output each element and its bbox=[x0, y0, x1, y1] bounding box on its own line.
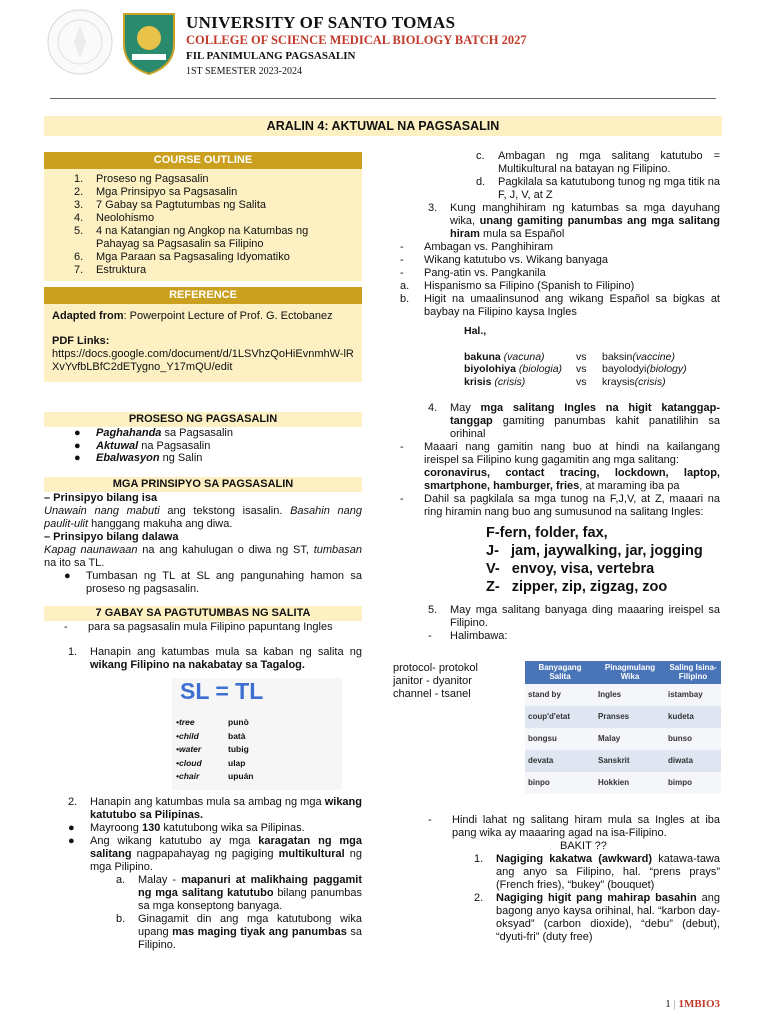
fjvz-item: J- jam, jaywalking, jar, jogging bbox=[486, 542, 703, 559]
table-cell: devata bbox=[525, 750, 595, 772]
outline-item: Mga Prinsipyo sa Pagsasalin bbox=[96, 185, 238, 198]
text-em: (crisis) bbox=[491, 375, 526, 388]
outline-item: 7 Gabay sa Pagtutumbas ng Salita bbox=[96, 198, 266, 211]
table-header: Saling Isina-Filipino bbox=[665, 661, 721, 684]
proseso-rest: sa Pagsasalin bbox=[161, 426, 233, 439]
prinsipyo-2-text bbox=[44, 544, 362, 570]
text: na ito sa TL. bbox=[44, 557, 105, 570]
proseso-em: Aktuwal bbox=[96, 439, 139, 452]
fjvz-item: V- envoy, visa, vertebra bbox=[486, 560, 655, 577]
pdf-link[interactable]: https://docs.google.com/document/d/1LSVhzQoHiEvnmhW-lRXvYvfbLBfC2dETygno_Y17mQU/edit bbox=[52, 347, 354, 373]
text-bold: wikang Filipino na nakabatay sa Tagalog. bbox=[90, 659, 305, 672]
text: Pang-atin vs. Pangkanila bbox=[424, 266, 546, 279]
outline-item: Proseso ng Pagsasalin bbox=[96, 172, 209, 185]
right-column-bottom bbox=[428, 814, 720, 944]
text: nagpapahayag ng pagiging bbox=[131, 847, 279, 860]
text-em: (biologia) bbox=[515, 363, 563, 376]
list-item bbox=[464, 376, 720, 388]
prinsipyo-bullet: Tumbasan ng TL at SL ang pangunahing hamon sa proseso ng pagsasalin. bbox=[86, 570, 362, 596]
list-item: janitor - dyanitor bbox=[393, 675, 472, 687]
proseso-em: Paghahanda bbox=[96, 426, 162, 439]
text: ng mga Pilipino. bbox=[90, 847, 362, 873]
table-header: Pinagmulang Wika bbox=[595, 661, 665, 684]
text: Dahil sa pagkilala sa mga tunog na F,J,V, at Z, maaari na ring hiramin nang buo ang sumusunod na salitang Ingles: bbox=[424, 492, 720, 518]
course-outline-box bbox=[44, 169, 362, 281]
list-item: c. Ambagan ng mga salitang katutubo = Multikultural na batayan ng Filipino. bbox=[476, 150, 720, 175]
text: Ang wikang katutubo ay mga bbox=[90, 834, 259, 847]
text: Pagkilala sa katutubong tunog ng mga titik na F, J, V, at Z bbox=[498, 175, 720, 201]
prinsipyo-1-text bbox=[44, 505, 362, 531]
list-item: 4. May mga salitang Ingles na higit katanggap-tanggap gamiting panumbas kahit panatilihin sa orihinal bbox=[428, 402, 720, 441]
text: vs bbox=[576, 375, 587, 388]
text-em: (vaccine) bbox=[632, 350, 675, 363]
text-em: •water bbox=[176, 744, 202, 755]
text: bayolodyi bbox=[602, 363, 647, 376]
table-cell: istambay bbox=[665, 684, 721, 706]
gabay-heading bbox=[44, 606, 362, 621]
table-cell: binpo bbox=[525, 772, 595, 794]
text: Halimbawa: bbox=[450, 629, 508, 642]
text-bold: wikang katutubo sa Pilipinas. bbox=[90, 796, 362, 821]
list-item bbox=[176, 716, 254, 730]
list-item: ● Tumbasan ng TL at SL ang pangunahing hamon sa proseso ng pagsasalin. bbox=[64, 570, 362, 596]
text-em: Kapag naunawaan bbox=[44, 544, 138, 557]
text-em: (vacuna) bbox=[500, 350, 545, 363]
outline-item: Estruktura bbox=[96, 263, 147, 276]
text: kraysis bbox=[602, 375, 635, 388]
text: Hanapin ang katumbas mula sa ambag ng mga bbox=[90, 796, 325, 809]
adapted-from bbox=[52, 310, 354, 323]
text: Mayroong bbox=[90, 821, 142, 834]
proseso-heading bbox=[44, 412, 362, 427]
fjvz-list bbox=[486, 524, 720, 596]
list-item: b. Higit na umaalinsunod ang wikang Español sa bigkas at baybay na Filipino kaysa Ingles bbox=[400, 292, 720, 318]
text-bold: mas maging tiyak ang panumbas bbox=[172, 925, 347, 938]
footer bbox=[665, 998, 720, 1011]
gabay-intro: para sa pagsasalin mula Filipino papuntang Ingles bbox=[88, 621, 333, 634]
list-item: b. Ginagamit din ang mga katutubong wika upang mas maging tiyak ang panumbas sa Filipino. bbox=[116, 912, 362, 951]
table-cell: bunso bbox=[665, 728, 721, 750]
proseso-em: Ebalwasyon bbox=[96, 452, 160, 465]
text: Maaari nang gamitin nang buo at hindi na kailangang ireispel sa Filipino kung gagamitin ang mga salitang: bbox=[424, 441, 720, 466]
college-name: COLLEGE OF SCIENCE MEDICAL BIOLOGY BATCH 2027 bbox=[186, 33, 527, 47]
text-em: •child bbox=[176, 730, 199, 741]
text-bold: coronavirus, contact tracing, lockdown, laptop, smartphone, hamburger, fries bbox=[424, 466, 720, 492]
text-bold: mga salitang Ingles na higit katanggap-tanggap bbox=[450, 402, 720, 428]
prinsipyo-2-title: – Prinsipyo bilang dalawa bbox=[44, 531, 179, 544]
list-item bbox=[176, 730, 254, 744]
page-number: 1 bbox=[665, 998, 671, 1010]
outline-item: Mga Paraan sa Pagsasaling Idyomatiko bbox=[96, 250, 290, 263]
gabay-body bbox=[44, 621, 362, 952]
list-item: 1. Hanapin ang katumbas mula sa kaban ng salita ng wikang Filipino na nakabatay sa Tagalog. bbox=[68, 646, 362, 672]
text-bold: multikultural bbox=[278, 847, 345, 860]
list-item: - Halimbawa: bbox=[428, 629, 508, 642]
table-cell: Hokkien bbox=[595, 772, 665, 794]
prinsipyo-heading bbox=[44, 477, 362, 492]
text: gamiting panumbas kahit panatilihin sa orihinal bbox=[450, 415, 720, 441]
table-cell: Malay bbox=[595, 728, 665, 750]
list-item: - Wikang katutubo vs. Wikang banyaga bbox=[400, 253, 609, 266]
table-cell: Sanskrit bbox=[595, 750, 665, 772]
text-em: •tree bbox=[176, 717, 195, 728]
text-bold: karagatan ng mga salitang bbox=[90, 834, 363, 860]
outline-item: Neolohismo bbox=[96, 211, 155, 224]
text: upuán bbox=[228, 771, 254, 782]
list-item bbox=[176, 770, 254, 784]
list-item: - Hindi lahat ng salitang hiram mula sa Ingles at iba pang wika ay maaaring agad na isa-Filipino. bbox=[428, 814, 720, 839]
list-item: 7. Estruktura bbox=[74, 263, 147, 276]
text: Hindi lahat ng salitang hiram mula sa Ingles at iba pang wika ay maaaring agad na isa-Filipino. bbox=[452, 814, 720, 839]
text: katutubong wika sa Pilipinas. bbox=[160, 821, 305, 834]
text: na ang kahulugan o diwa ng ST, bbox=[137, 544, 314, 557]
text: Wikang katutubo vs. Wikang banyaga bbox=[424, 253, 609, 266]
text: vs bbox=[576, 363, 587, 376]
table-row bbox=[525, 750, 721, 772]
list-item: ● Ebalwasyon ng Salin bbox=[74, 452, 203, 465]
sl-tl-list bbox=[176, 716, 254, 784]
list-item: 4. Neolohismo bbox=[74, 211, 155, 224]
text-bold: Nagiging kakatwa (awkward) bbox=[496, 852, 653, 865]
text-em: •chair bbox=[176, 771, 200, 782]
text: punò bbox=[228, 717, 249, 728]
university-seal bbox=[46, 8, 114, 76]
text-bold: 130 bbox=[141, 821, 161, 834]
left-column bbox=[44, 152, 362, 952]
footer-divider: | bbox=[673, 998, 679, 1010]
text-bold: bakuna bbox=[464, 350, 501, 363]
text-em: Unawain nang mabuti bbox=[44, 505, 160, 518]
proseso-rest: ng Salin bbox=[159, 452, 203, 465]
reference-heading: REFERENCE bbox=[44, 287, 362, 304]
proseso-list bbox=[44, 427, 362, 466]
text: Higit na umaalinsunod ang wikang Español sa bigkas at baybay na Filipino kaysa Ingles bbox=[424, 292, 720, 318]
hal-example bbox=[464, 325, 720, 389]
list-item: 2. Mga Prinsipyo sa Pagsasalin bbox=[74, 185, 238, 198]
text-em: Basahin nang paulit-ulit bbox=[44, 505, 363, 531]
list-item: 6. Mga Paraan sa Pagsasaling Idyomatiko bbox=[74, 250, 290, 263]
table-header-row bbox=[525, 661, 721, 684]
list-item: channel - tsanel bbox=[393, 688, 471, 700]
footer-code: 1MBIO3 bbox=[678, 998, 720, 1010]
table-row bbox=[525, 772, 721, 794]
sl-tl-image bbox=[172, 678, 342, 790]
protocol-examples bbox=[393, 662, 478, 701]
text: sa Filipino. bbox=[138, 925, 362, 951]
text: mula sa Español bbox=[479, 227, 565, 240]
text: ulap bbox=[228, 757, 246, 768]
prinsipyo-heading-text: MGA PRINSIPYO SA PAGSASALIN bbox=[112, 478, 294, 491]
list-item bbox=[176, 757, 254, 771]
table-row bbox=[525, 728, 721, 750]
list-item: 5. 4 na Katangian ng Angkop na Katumbas ng Pahayag sa Pagsasalin sa Filipino bbox=[74, 225, 354, 251]
text-bold: unang gamiting panumbas ang mga salitang hiram bbox=[450, 214, 720, 240]
list-item: 5. May mga salitang banyaga ding maaaring ireispel sa Filipino. bbox=[428, 603, 720, 629]
list-item: ● Mayroong 130 katutubong wika sa Pilipinas. bbox=[68, 821, 305, 834]
table-row bbox=[525, 706, 721, 728]
text: Hanapin ang katumbas mula sa kaban ng salita ng bbox=[90, 646, 362, 659]
list-item: ● Aktuwal na Pagsasalin bbox=[74, 439, 211, 452]
outline-item: 4 na Katangian ng Angkop na Katumbas ng Pahayag sa Pagsasalin sa Filipino bbox=[96, 224, 309, 250]
list-item: 1. Proseso ng Pagsasalin bbox=[74, 172, 209, 185]
adapted-label: Adapted from bbox=[52, 309, 124, 322]
hal-label: Hal., bbox=[464, 324, 487, 337]
table-cell: diwata bbox=[665, 750, 721, 772]
course-name: FIL PANIMULANG PAGSASALIN bbox=[186, 50, 356, 62]
list-item: 2. Nagiging higit pang mahirap basahin ang bagong anyo kaysa orihinal, hal. “karbon day-oksyad” (carbon dioxide), “debu” (debut), “dyuti-fri” (duty free) bbox=[474, 891, 720, 943]
semester: 1ST SEMESTER 2023-2024 bbox=[186, 66, 302, 77]
text: Ginagamit din ang mga katutubong wika upang bbox=[138, 912, 362, 938]
text: katawa-tawa ang anyo sa Filipino, hal. “prens prays” (French fries), “bukey” (bouquet) bbox=[496, 852, 720, 891]
list-item: - para sa pagsasalin mula Filipino papuntang Ingles bbox=[64, 621, 333, 634]
list-item: 1. Nagiging kakatwa (awkward) katawa-tawa ang anyo sa Filipino, hal. “prens prays” (French fries), “bukey” (bouquet) bbox=[474, 852, 720, 891]
text: Ambagan vs. Panghihiram bbox=[424, 240, 554, 253]
text-bold: krisis bbox=[464, 375, 492, 388]
text: ang bagong anyo kaysa orihinal, hal. “karbon day-oksyad” (carbon dioxide), “debu” (debut), “dyuti-fri” (duty free) bbox=[496, 891, 720, 943]
text: hanggang makuha ang diwa. bbox=[88, 518, 233, 531]
prinsipyo-body bbox=[44, 492, 362, 596]
text: tubig bbox=[228, 744, 249, 755]
text: vs bbox=[576, 350, 587, 363]
list-item: - Pang-atin vs. Pangkanila bbox=[400, 266, 546, 279]
lesson-title bbox=[44, 116, 722, 136]
fjvz-item: F-fern, folder, fax, bbox=[486, 524, 608, 541]
adapted-text: : Powerpoint Lecture of Prof. G. Ectobanez bbox=[123, 309, 333, 322]
table-cell: bongsu bbox=[525, 728, 595, 750]
table-cell: Pranses bbox=[595, 706, 665, 728]
text-em: (crisis) bbox=[634, 375, 666, 388]
pdf-label: PDF Links: bbox=[52, 334, 110, 347]
table-cell: Ingles bbox=[595, 684, 665, 706]
list-item: ● Ang wikang katutubo ay mga karagatan ng mga salitang nagpapahayag ng pagiging multikultural ng mga Pilipino. bbox=[68, 834, 363, 873]
fjvz-item: Z- zipper, zip, zigzag, zoo bbox=[486, 578, 668, 595]
list-item: ● Paghahanda sa Pagsasalin bbox=[74, 426, 233, 439]
text-em: •cloud bbox=[176, 757, 202, 768]
text-em: (biology) bbox=[646, 363, 687, 376]
reference-box bbox=[44, 304, 362, 382]
text: baksin bbox=[602, 350, 633, 363]
table-cell: bimpo bbox=[665, 772, 721, 794]
list-item: - Ambagan vs. Panghihiram bbox=[400, 240, 554, 253]
list-item: 3. Kung manghihiram ng katumbas sa mga dayuhang wika, unang gamiting panumbas ang mga salitang hiram mula sa Español bbox=[428, 201, 720, 240]
text-bold: Nagiging higit pang mahirap basahin bbox=[496, 891, 697, 904]
text: batà bbox=[228, 730, 246, 741]
table-row bbox=[525, 684, 721, 706]
university-name: UNIVERSITY OF SANTO TOMAS bbox=[186, 13, 456, 32]
text: , at maraming iba pa bbox=[579, 479, 680, 492]
text: May bbox=[450, 402, 481, 415]
list-item bbox=[464, 351, 720, 363]
text: bilang panumbas sa mga konseptong banyaga. bbox=[138, 886, 363, 912]
text-em: tumbasan bbox=[313, 544, 362, 557]
right-column bbox=[400, 150, 720, 643]
text: Ambagan ng mga salitang katutubo = Multikultural na batayan ng Filipino. bbox=[498, 150, 720, 175]
sl-tl-title: SL = TL bbox=[180, 678, 264, 705]
lesson-title-text: ARALIN 4: AKTUWAL NA PAGSASALIN bbox=[266, 119, 500, 133]
prinsipyo-1-title: – Prinsipyo bilang isa bbox=[44, 492, 158, 505]
gabay-heading-text: 7 GABAY SA PAGTUTUMBAS NG SALITA bbox=[95, 607, 311, 620]
list-item: - Dahil sa pagkilala sa mga tunog na F,J,V, at Z, maaari na ring hiramin nang buo ang sumusunod na salitang Ingles: bbox=[400, 492, 720, 518]
college-logo bbox=[118, 10, 180, 76]
proseso-rest: na Pagsasalin bbox=[138, 439, 211, 452]
table-cell: coup'd'etat bbox=[525, 706, 595, 728]
loanword-table bbox=[525, 661, 721, 794]
table-cell: stand by bbox=[525, 684, 595, 706]
table-header: Banyagang Salita bbox=[525, 661, 595, 684]
text-bold: mapanuri at malikhaing paggamit ng mga salitang katutubo bbox=[138, 873, 362, 899]
text: May mga salitang banyaga ding maaaring ireispel sa Filipino. bbox=[450, 603, 720, 629]
list-item bbox=[176, 743, 254, 757]
text: Hispanismo sa Filipino (Spanish to Filipino) bbox=[424, 279, 635, 292]
course-outline-heading: COURSE OUTLINE bbox=[44, 152, 362, 169]
text: Kung manghihiram ng katumbas sa mga dayuhang wika, bbox=[450, 201, 720, 227]
list-item: 2. Hanapin ang katumbas mula sa ambag ng mga wikang katutubo sa Pilipinas. bbox=[68, 796, 362, 821]
bakit: BAKIT ?? bbox=[560, 839, 607, 852]
proseso-heading-text: PROSESO NG PAGSASALIN bbox=[128, 412, 278, 425]
text-bold: biyolohiya bbox=[464, 363, 516, 376]
list-item: protocol- protokol bbox=[393, 662, 478, 674]
list-item: a. Hispanismo sa Filipino (Spanish to Filipino) bbox=[400, 279, 635, 292]
list-item: - Maaari nang gamitin nang buo at hindi na kailangang ireispel sa Filipino kung gagamitin ang mga salitang: coronavirus, contact tracing, lockdown, laptop, smartphone, hamburger, fries, at maraming iba pa bbox=[400, 441, 720, 492]
list-item: d. Pagkilala sa katutubong tunog ng mga titik na F, J, V, at Z bbox=[476, 175, 720, 201]
list-item: 3. 7 Gabay sa Pagtutumbas ng Salita bbox=[74, 198, 266, 211]
table-cell: kudeta bbox=[665, 706, 721, 728]
list-item bbox=[464, 363, 720, 375]
header-rule bbox=[50, 98, 716, 99]
list-item: a. Malay - mapanuri at malikhaing paggamit ng mga salitang katutubo bilang panumbas sa mga konseptong banyaga. bbox=[116, 873, 363, 912]
text: ang tekstong isasalin. bbox=[159, 505, 291, 518]
text: Malay - bbox=[138, 873, 182, 886]
